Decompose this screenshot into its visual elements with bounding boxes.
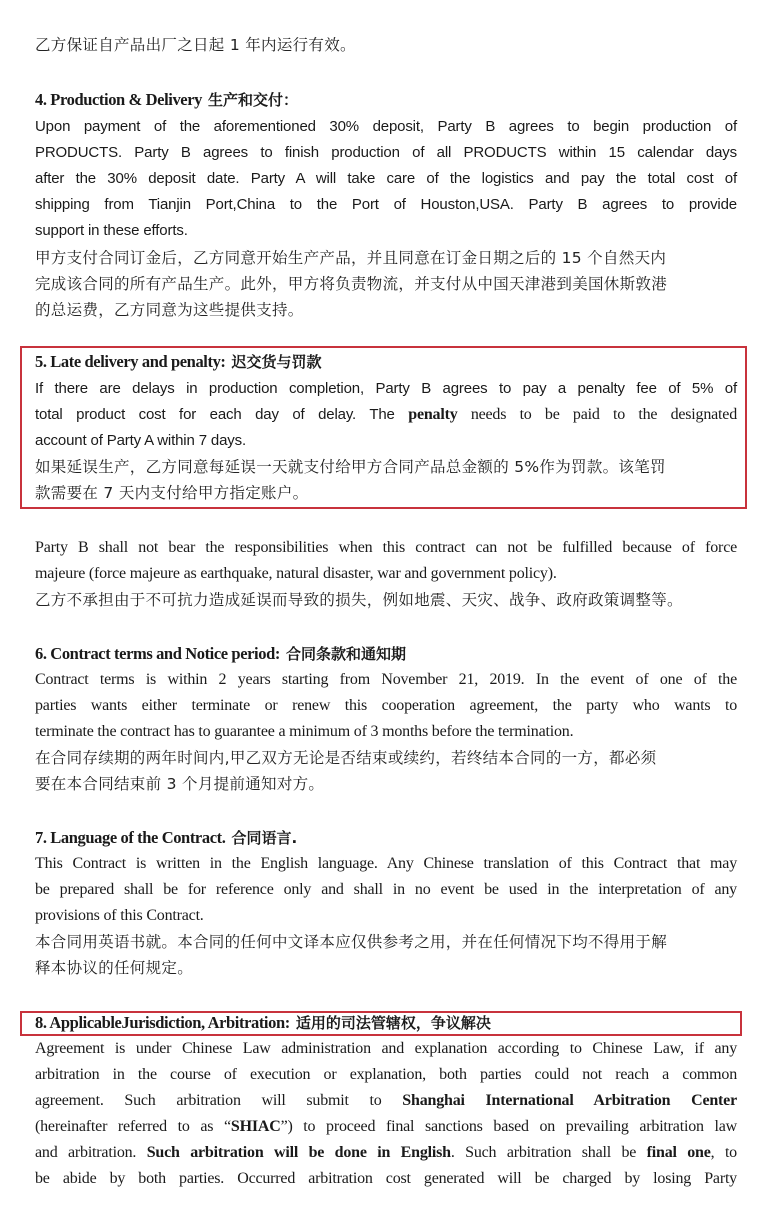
section-8-heading-en: 8. ApplicableJurisdiction, Arbitration: (35, 1013, 290, 1032)
section-4-cn-line: 完成该合同的所有产品生产。此外，甲方将负责物流，并支付从中国天津港到美国休斯敦港 (35, 275, 668, 293)
section-8-line: be abide by both parties. Occurred arbitration cost generated will be charged by losing Party (35, 1170, 737, 1187)
section-5-en-line: If there are delays in production completion, Party B agrees to pay a penalty fee of 5% of (35, 380, 737, 397)
section-4-heading (35, 87, 737, 113)
section-5-cn-line: 如果延误生产，乙方同意每延误一天就支付给甲方合同产品总金额的 5%作为罚款。该笔罚 (35, 458, 666, 476)
section-4-en-line: shipping from Tianjin Port,China to the Port of Houston,USA. Party B agrees to provide (35, 196, 737, 213)
section-7-en-line: be prepared shall be for reference only and shall in no event be used in the interpretation of any (35, 881, 737, 898)
section-4-cn-line: 的总运费，乙方同意为这些提供支持。 (35, 301, 304, 319)
section-7-en-line: provisions of this Contract. (35, 907, 204, 924)
section-4-en-line: PRODUCTS. Party B agrees to finish production of all PRODUCTS within 15 calendar days (35, 144, 737, 161)
section-7-cn-line: 释本协议的任何规定。 (35, 959, 194, 977)
section-8-heading (35, 1010, 737, 1036)
section-8-text: agreement. Such arbitration will submit to (35, 1092, 403, 1109)
section-5-heading-en: 5. Late delivery and penalty: (35, 352, 226, 371)
section-4-en-line: support in these efforts. (35, 222, 188, 239)
section-6-cn-line: 在合同存续期的两年时间内,甲乙双方无论是否结束或续约，若终结本合同的一方，都必须 (35, 749, 657, 767)
warranty-line: 乙方保证自产品出厂之日起 1 年内运行有效。 (35, 36, 356, 54)
section-8-line (35, 1140, 737, 1166)
section-8-text: . Such arbitration shall be (450, 1144, 647, 1161)
penalty-bold: penalty (408, 406, 458, 423)
section-5-en-line: account of Party A within 7 days. (35, 432, 247, 449)
force-majeure-en-line: Party B shall not bear the responsibilities when this contract can not be fulfilled because of force (35, 539, 737, 556)
section-8-heading-cn: 适用的司法管辖权，争议解决 (295, 1014, 491, 1032)
section-5-cn-line: 款需要在 7 天内支付给甲方指定账户。 (35, 484, 309, 502)
force-majeure-cn-line: 乙方不承担由于不可抗力造成延误而导致的损失，例如地震、天灾、战争、政府政策调整等。 (35, 591, 683, 609)
section-8-line (35, 1114, 737, 1140)
section-8-text: , to (710, 1144, 737, 1161)
section-7-heading-cn: 合同语言. (231, 829, 298, 847)
section-6-en-line: Contract terms is within 2 years starting from November 21, 2019. In the event of one of the (35, 671, 737, 688)
section-8-text: (hereinafter referred to as “ (35, 1118, 231, 1135)
section-4-heading-cn: 生产和交付： (208, 91, 299, 109)
english-arbitration-bold: Such arbitration will be done in English (146, 1144, 451, 1161)
section-8-line: arbitration in the course of execution or explanation, both parties could not reach a common (35, 1066, 737, 1083)
section-5-en-line (35, 402, 737, 428)
section-6-heading-en: 6. Contract terms and Notice period: (35, 644, 280, 663)
section-4-en-line: Upon payment of the aforementioned 30% deposit, Party B agrees to begin production of (35, 118, 737, 135)
section-7-heading-en: 7. Language of the Contract. (35, 828, 226, 847)
section-8-line (35, 1088, 737, 1114)
shiac-abbrev-bold: SHIAC (230, 1118, 281, 1135)
section-7-en-line: This Contract is written in the English language. Any Chinese translation of this Contract that may (35, 855, 737, 872)
section-6-heading (35, 641, 737, 667)
shiac-name-bold: Shanghai International Arbitration Center (402, 1092, 737, 1109)
section-6-en-line: parties wants either terminate or renew this cooperation agreement, the party who wants to (35, 697, 737, 714)
section-8-line: Agreement is under Chinese Law administration and explanation according to Chinese Law, if any (35, 1040, 737, 1057)
section-7-heading (35, 825, 737, 851)
section-6-heading-cn: 合同条款和通知期 (285, 645, 406, 663)
section-5-text: needs to be paid to the designated (457, 406, 737, 423)
section-8-text: ”) to proceed final sanctions based on prevailing arbitration law (280, 1118, 737, 1135)
section-4-cn-line: 甲方支付合同订金后，乙方同意开始生产产品，并且同意在订金日期之后的 15 个自然天内 (35, 249, 667, 267)
final-one-bold: final one (646, 1144, 711, 1161)
section-5-text: total product cost for each day of delay. The (35, 406, 409, 423)
section-4-heading-en: 4. Production & Delivery (35, 90, 202, 109)
section-4-en-line: after the 30% deposit date. Party A will take care of the logistics and pay the total cost of (35, 170, 737, 187)
section-6-cn-line: 要在本合同结束前 3 个月提前通知对方。 (35, 775, 325, 793)
section-5-heading-cn: 迟交货与罚款 (231, 353, 322, 371)
section-5-heading (35, 349, 737, 375)
force-majeure-en-line: majeure (force majeure as earthquake, natural disaster, war and government policy). (35, 565, 557, 582)
section-6-en-line: terminate the contract has to guarantee a minimum of 3 months before the termination. (35, 723, 574, 740)
section-8-text: and arbitration. (35, 1144, 147, 1161)
section-7-cn-line: 本合同用英语书就。本合同的任何中文译本应仅供参考之用，并在任何情况下均不得用于解 (35, 933, 668, 951)
